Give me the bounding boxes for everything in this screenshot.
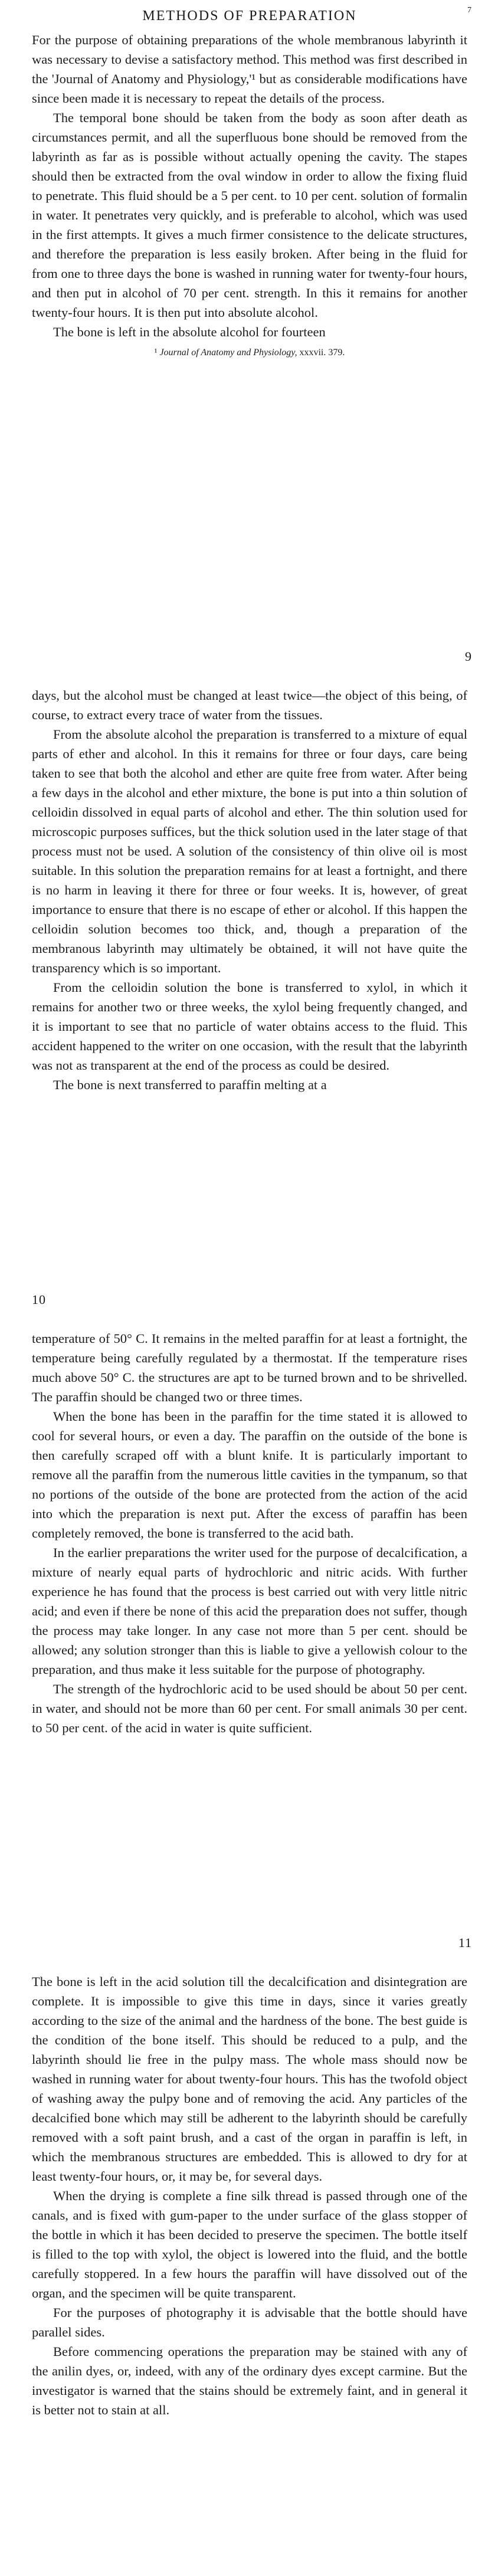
page-number: 10	[32, 1292, 46, 1307]
paragraph: days, but the alcohol must be changed at least twice—the object of this being, of course, to extract every trace of water from the tissues.	[32, 688, 467, 722]
footnote-marker: ¹	[154, 348, 158, 358]
footnote-ref: xxxvii. 379.	[299, 348, 345, 358]
paragraph: For the purposes of photography it is advisable that the bottle should have parallel sides.	[32, 2305, 467, 2339]
paragraph: From the absolute alcohol the preparation is transferred to a mixture of equal parts of ether and alcohol. In this it remains for three or four days, care being taken to see that both the alcohol and ether are quite free from water. After being a few days in the alcohol and ether mixture, the bone is put into a thin solution of celloidin dissolved in equal parts of alcohol and ether. The thin solution used for microscopic purposes suffices, but the thick solution used in the later stage of that process must not be used. A solution of the consistency of thin olive oil is most suitable. In this solution the preparation remains for at least a fortnight, and there is no harm in leaving it there for three or four weeks. It is, however, of great importance to ensure that there is no escape of ether or alcohol. If this happen the celloidin solution becomes too thick, and, though a preparation of the membranous labyrinth may ultimately be obtained, it will not have quite the transparency which is so important.	[32, 727, 467, 975]
page-1	[0, 0, 498, 643]
paragraph: For the purpose of obtaining preparations of the whole membranous labyrinth it was necessary to devise a satisfactory method. This method was first described in the 'Journal of Anatomy and Physiology,'¹ but as considerable modifications have since been made it is necessary to repeat the details of the process.	[32, 32, 467, 106]
body-text	[32, 1286, 467, 1738]
footnote-source: Journal of Anatomy and Physiology,	[159, 348, 297, 358]
footnote	[32, 346, 467, 359]
page-3	[0, 1286, 498, 1929]
paragraph: The strength of the hydrochloric acid to be used should be about 50 per cent. in water, and should not be more than 60 per cent. For small animals 30 per cent. to 50 per cent. of the acid in water is quite sufficient.	[32, 1682, 467, 1735]
running-head: METHODS OF PREPARATION	[142, 8, 357, 24]
page-number: 9	[465, 649, 472, 664]
page-number: 7	[467, 6, 472, 15]
paragraph: When the bone has been in the paraffin for the time stated it is allowed to cool for several hours, or even a day. The paraffin on the outside of the bone is then carefully scraped off with a blunt knife. It is particularly important to remove all the paraffin from the numerous little cavities in the tympanum, so that no portions of the outside of the bone are protected from the action of the acid into which the preparation is next put. After the excess of paraffin has been completely removed, the bone is transferred to the acid bath.	[32, 1409, 467, 1541]
paragraph: The bone is next transferred to paraffin melting at a	[53, 1077, 327, 1092]
page-number: 11	[458, 1935, 472, 1950]
page-2	[0, 643, 498, 1286]
paragraph: The bone is left in the absolute alcohol for fourteen	[53, 325, 326, 339]
page-4	[0, 1929, 498, 2576]
paragraph: The temporal bone should be taken from the body as soon after death as circumstances permit, and all the superfluous bone should be removed from the labyrinth as far as is possible without actually opening the cavity. The stapes should then be extracted from the oval window in order to allow the fixing fluid to penetrate. This fluid should be a 5 per cent. to 10 per cent. solution of formalin in water. It penetrates very quickly, and is preferable to alcohol, which was used in the first attempts. It gives a much firmer consistence to the delicate structures, and therefore the preparation is less easily broken. After being in the fluid for from one to three days the bone is washed in running water for twenty-four hours, and then put in alcohol of 70 per cent. strength. In this it remains for another twenty-four hours. It is then put into absolute alcohol.	[32, 110, 467, 320]
paragraph: From the celloidin solution the bone is transferred to xylol, in which it remains for another two or three weeks, the xylol being frequently changed, and it is important to see that no particle of water obtains access to the fluid. This accident happened to the writer on one occasion, with the result that the labyrinth was not as transparent at the end of the process as could be desired.	[32, 980, 467, 1073]
body-text	[32, 30, 467, 342]
paragraph: temperature of 50° C. It remains in the melted paraffin for at least a fortnight, the temperature being carefully regulated by a thermostat. If the temperature rises much above 50° C. the structures are apt to be turned brown and to be shrivelled. The paraffin should be changed two or three times.	[32, 1331, 467, 1404]
paragraph: In the earlier preparations the writer used for the purpose of decalcification, a mixture of nearly equal parts of hydrochloric and nitric acids. With further experience he has found that the process is best carried out with very little nitric acid; and even if there be none of this acid the preparation does not suffer, though the process may take longer. In any case not more than 5 per cent. should be allowed; any solution stronger than this is liable to give a yellowish colour to the preparation, and thus make it less suitable for the purpose of photography.	[32, 1545, 467, 1677]
body-text	[32, 1929, 467, 2420]
paragraph: When the drying is complete a fine silk thread is passed through one of the canals, and is fixed with gum-paper to the under surface of the glass stopper of the bottle in which it has been decided to preserve the specimen. The bottle itself is filled to the top with xylol, the object is lowered into the fluid, and the bottle carefully stoppered. In a few hours the paraffin will have dissolved out of the organ, and the specimen will be quite transparent.	[32, 2188, 467, 2300]
body-text	[32, 643, 467, 1094]
paragraph: Before commencing operations the preparation may be stained with any of the anilin dyes, or, indeed, with any of the ordinary dyes except carmine. But the investigator is warned that the stains should be extremely faint, and in general it is better not to stain at all.	[32, 2344, 467, 2417]
paragraph: The bone is left in the acid solution till the decalcification and disintegration are complete. It is impossible to give this time in days, since it varies greatly according to the size of the animal and the hardness of the bone. The best guide is the condition of the bone itself. This should be reduced to a pulp, and the labyrinth should lie free in the pulpy mass. The whole mass should now be washed in running water for about twenty-four hours. This has the twofold object of washing away the pulpy bone and of removing the acid. Any particles of the decalcified bone which may still be adherent to the labyrinth should be carefully removed with a soft paint brush, and a cast of the organ in paraffin is left, in which the membranous structures are embedded. This is allowed to dry for at least twenty-four hours, or, it may be, for several days.	[32, 1974, 467, 2184]
